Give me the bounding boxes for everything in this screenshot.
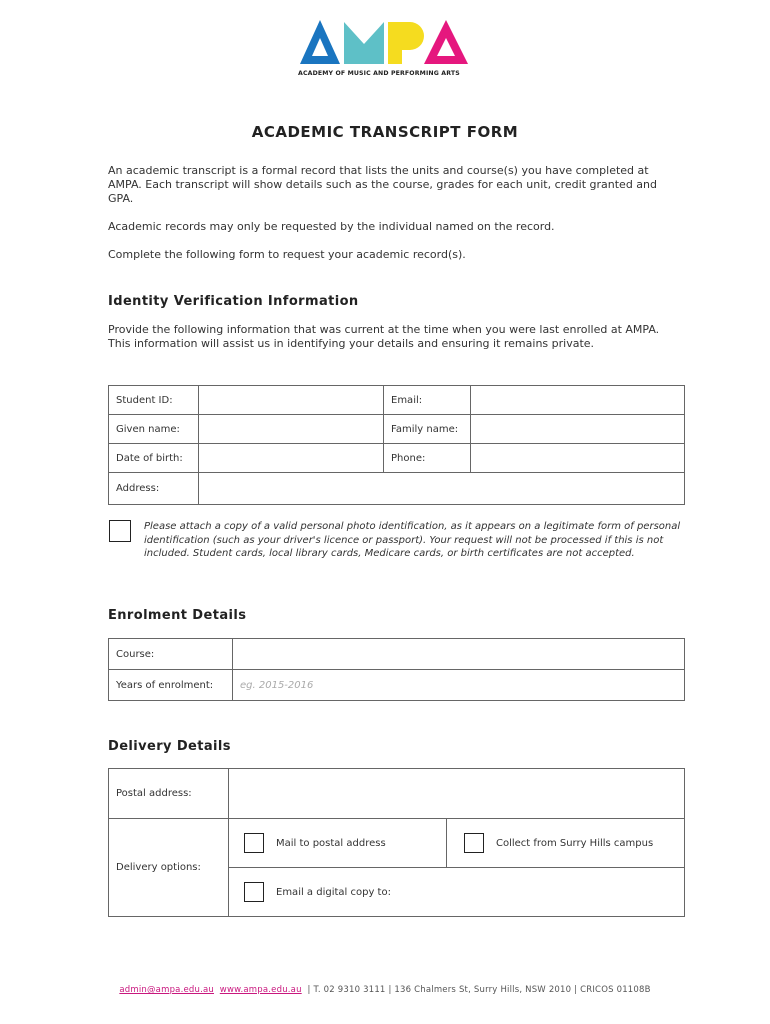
photo-id-checkbox[interactable]	[109, 520, 131, 542]
table-row	[109, 473, 685, 505]
table-row	[109, 769, 685, 819]
table-row	[109, 670, 685, 701]
phone-label: Phone:	[384, 444, 471, 473]
address-label: Address:	[109, 473, 199, 505]
intro-paragraph-2: Academic records may only be requested by the individual named on the record.	[108, 220, 555, 233]
given-name-label: Given name:	[109, 415, 199, 444]
family-name-label: Family name:	[384, 415, 471, 444]
footer	[0, 985, 770, 995]
email-option-label: Email a digital copy to:	[276, 886, 391, 898]
footer-contact-info: | T. 02 9310 3111 | 136 Chalmers St, Surry Hills, NSW 2010 | CRICOS 01108B	[307, 985, 651, 995]
family-name-input[interactable]	[471, 415, 685, 444]
intro-paragraph-1: An academic transcript is a formal record that lists the units and course(s) you have completed at AMPA. Each transcript will show details such as the course, grades for each unit, credit granted and GPA.	[108, 164, 657, 206]
identity-heading: Identity Verification Information	[108, 294, 359, 309]
option-collect-cell	[447, 819, 685, 868]
email-copy-checkbox[interactable]	[244, 882, 264, 902]
enrolment-table	[108, 638, 685, 701]
delivery-heading: Delivery Details	[108, 739, 231, 754]
table-row	[109, 444, 685, 473]
table-row	[109, 386, 685, 415]
delivery-options-label: Delivery options:	[109, 819, 229, 917]
page-title: ACADEMIC TRANSCRIPT FORM	[251, 123, 519, 141]
collect-checkbox[interactable]	[464, 833, 484, 853]
logo-m-teal	[344, 22, 384, 64]
logo-tagline: ACADEMY OF MUSIC AND PERFORMING ARTS	[298, 70, 460, 77]
years-label: Years of enrolment:	[109, 670, 233, 701]
mail-option-label: Mail to postal address	[276, 837, 386, 849]
footer-website-link[interactable]: www.ampa.edu.au	[219, 985, 302, 995]
table-row	[109, 819, 685, 868]
option-email-cell	[229, 868, 685, 917]
student-id-input[interactable]	[199, 386, 384, 415]
option-mail-cell	[229, 819, 447, 868]
years-input[interactable]	[233, 670, 685, 701]
email-label: Email:	[384, 386, 471, 415]
email-input[interactable]	[471, 386, 685, 415]
footer-email-link[interactable]: admin@ampa.edu.au	[119, 985, 214, 995]
years-placeholder: eg. 2015-2016	[240, 679, 314, 691]
table-row	[109, 639, 685, 670]
enrolment-heading: Enrolment Details	[108, 608, 247, 623]
phone-input[interactable]	[471, 444, 685, 473]
identity-table	[108, 385, 685, 505]
table-row	[109, 415, 685, 444]
student-id-label: Student ID:	[109, 386, 199, 415]
address-input[interactable]	[199, 473, 685, 505]
dob-input[interactable]	[199, 444, 384, 473]
photo-id-notice: Please attach a copy of a valid personal photo identification, as it appears on a legitimate form of personal identification (such as your driver's licence or passport). Your request will not be processed if this is not included. Student cards, local library cards, Medicare cards, or birth certificates are not accepted.	[144, 521, 681, 559]
course-input[interactable]	[233, 639, 685, 670]
collect-option-label: Collect from Surry Hills campus	[496, 837, 654, 849]
postal-address-input[interactable]	[229, 769, 685, 819]
delivery-table	[108, 768, 685, 917]
logo-p-yellow	[388, 22, 424, 64]
postal-address-label: Postal address:	[109, 769, 229, 819]
dob-label: Date of birth:	[109, 444, 199, 473]
identity-description: Provide the following information that was current at the time when you were last enrolled at AMPA. This information will assist us in identifying your details and ensuring it remains private.	[108, 323, 660, 351]
intro-paragraph-3: Complete the following form to request your academic record(s).	[108, 248, 466, 261]
course-label: Course:	[109, 639, 233, 670]
mail-checkbox[interactable]	[244, 833, 264, 853]
given-name-input[interactable]	[199, 415, 384, 444]
